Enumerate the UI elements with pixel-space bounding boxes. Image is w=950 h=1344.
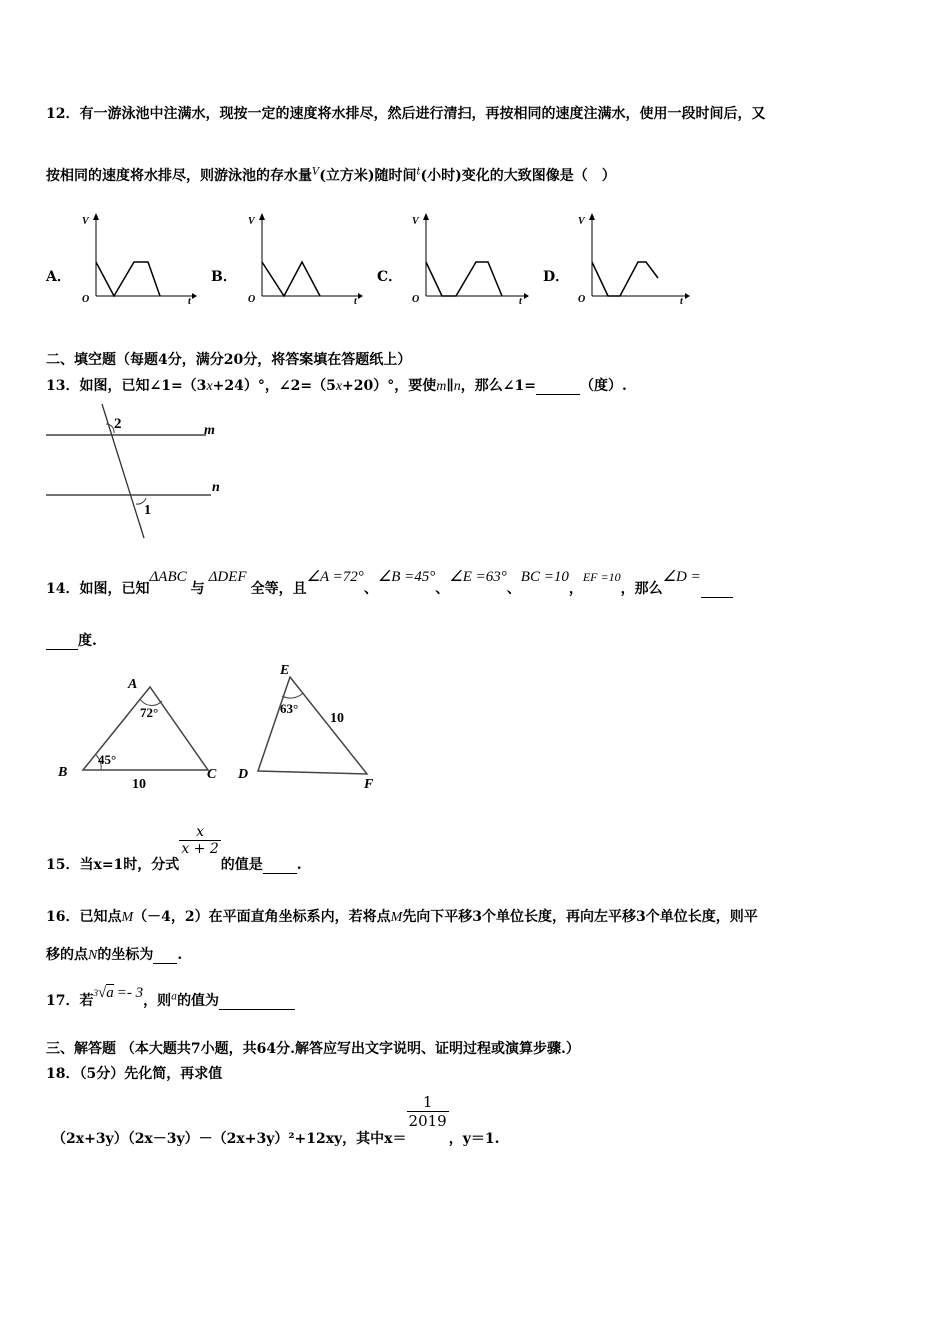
triangle-def (258, 677, 367, 774)
label-bc-10: 10 (132, 777, 146, 792)
q14-line2: 度. (46, 630, 97, 650)
q15-fraction: $\frac{x}{x + 2}$ (181, 824, 219, 857)
label-1: 1 (144, 503, 151, 518)
option-c-graph (406, 210, 531, 310)
axis-t-label: t (519, 296, 522, 307)
y-arrow (93, 213, 99, 220)
x-arrow (524, 293, 529, 299)
graph-line (96, 262, 160, 296)
label-f: F (364, 777, 374, 792)
label-n: n (212, 480, 220, 495)
q15-answer-blank[interactable] (263, 857, 297, 874)
q18-heading: 18．（5分）先化简，再求值 (46, 1066, 223, 1082)
label-a: A (128, 677, 138, 692)
q12-line2: 按相同的速度将水排尽，则游泳池的存水量$^V$(立方米)随时间$^t$(小时)变化的大致图像是（ ） (46, 166, 616, 184)
q13-figure (46, 400, 236, 545)
q14-answer-blank-1[interactable] (701, 581, 733, 598)
q17-answer-blank[interactable] (219, 993, 295, 1010)
graph-line (262, 262, 320, 296)
q14-line1: 14．如图，已知ΔABC与ΔDEF全等，且∠A =72°、∠B =45°、∠E =63°、BC =10，EF =10，那么∠D = (46, 578, 733, 598)
x-arrow (192, 293, 197, 299)
q13-text: 13．如图，已知∠1=（3x+24）°，∠2=（5x+20）°，要使m∥n，那么∠1= （度）. (46, 378, 627, 394)
label-2: 2 (114, 416, 122, 432)
origin-label: O (82, 294, 90, 305)
q12-line1: 12．有一游泳池中注满水，现按一定的速度将水排尽，然后进行清扫，再按相同的速度注满水，使用一段时间后，又 (46, 106, 766, 122)
option-b-label[interactable]: B． (211, 269, 237, 285)
angle-e-arc (282, 693, 303, 698)
var-v: V (312, 166, 320, 178)
label-63: 63° (280, 701, 299, 716)
label-ef-10: 10 (330, 711, 344, 726)
axis-v-label: V (248, 216, 255, 227)
origin-label: O (578, 294, 586, 305)
y-arrow (423, 213, 429, 220)
option-a-label[interactable]: A． (46, 269, 71, 285)
origin-label: O (412, 294, 420, 305)
axis-v-label: V (82, 216, 89, 227)
axis-t-label: t (354, 296, 357, 307)
q16-line1: 16．已知点M（－4，2）在平面直角坐标系内，若将点M先向下平移3个单位长度，再向左平移3个单位长度，则平 (46, 909, 758, 925)
q17-text: 17．若$^3$√a =- 3，则$^a$的值为 (46, 990, 295, 1010)
option-d-label[interactable]: D． (543, 269, 570, 285)
label-b: B (58, 765, 68, 780)
y-arrow (259, 213, 265, 220)
q14-answer-blank-2[interactable] (46, 633, 78, 650)
label-c: C (207, 767, 217, 782)
label-e: E (280, 663, 290, 678)
axis-t-label: t (188, 296, 191, 307)
label-72: 72° (140, 705, 159, 720)
x-arrow (358, 293, 363, 299)
label-m: m (204, 423, 215, 438)
q14-figure (50, 660, 400, 800)
x-arrow (685, 293, 690, 299)
axis-v-label: V (578, 216, 585, 227)
y-arrow (589, 213, 595, 220)
graph-line (426, 262, 502, 296)
q16-line2: 移的点N的坐标为 . (46, 947, 183, 963)
q18-fraction: $\frac{1}{2019}$ (408, 1093, 447, 1130)
q16-answer-blank[interactable] (153, 947, 177, 964)
axis-t-label: t (680, 296, 683, 307)
label-d: D (238, 767, 249, 782)
axis-v-label: V (412, 216, 419, 227)
section3-heading: 三、解答题 （本大题共7小题，共64分.解答应写出文字说明、证明过程或演算步骤.） (46, 1041, 580, 1057)
graph-line (592, 262, 658, 296)
section2-heading: 二、填空题（每题4分，满分20分，将答案填在答题纸上） (46, 352, 412, 368)
option-b-graph (242, 210, 362, 310)
q15-text: 15．当x=1时，分式 $\frac{x}{x + 2}$ 的值是 . (46, 824, 302, 873)
option-c-label[interactable]: C． (377, 269, 403, 285)
var-t: t (416, 166, 421, 178)
option-d-graph (572, 210, 692, 310)
option-a-graph (76, 210, 196, 310)
q13-answer-blank[interactable] (536, 378, 580, 395)
q18-expression: （2x+3y）（2x－3y）－（2x+3y）²+12xy，其中x＝ $\frac{1}{2019}$ ，y＝1. (52, 1093, 500, 1147)
origin-label: O (248, 294, 256, 305)
label-45: 45° (98, 752, 117, 767)
